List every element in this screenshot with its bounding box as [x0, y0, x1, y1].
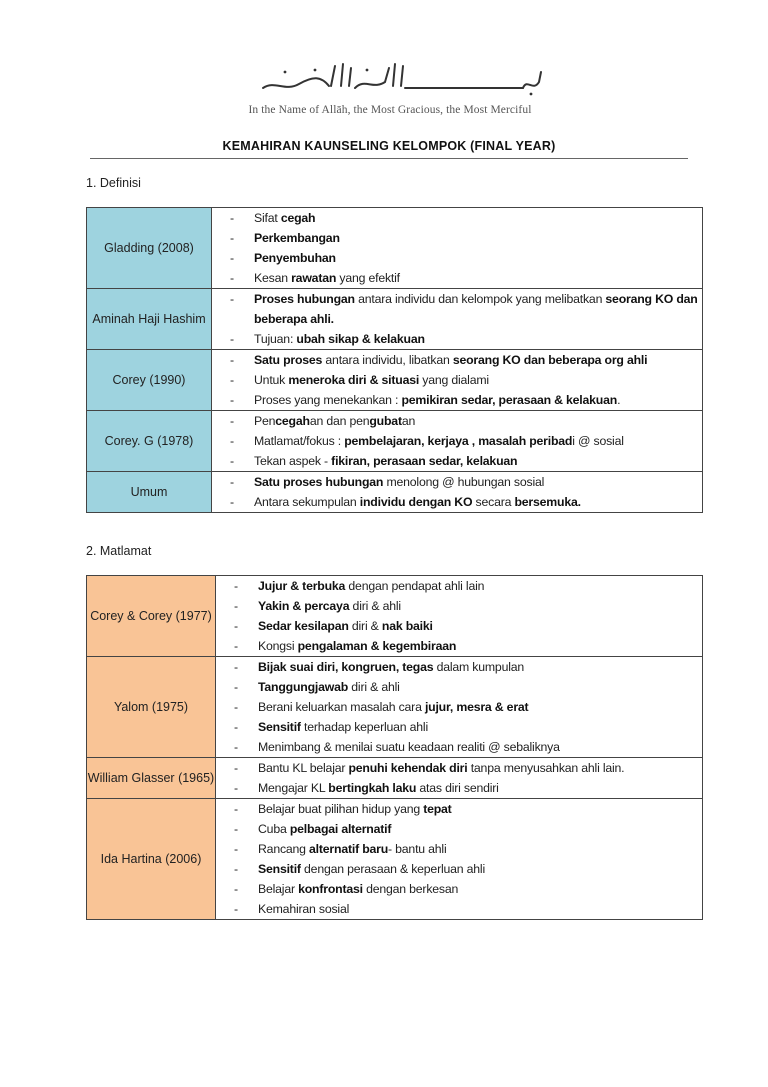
list-item: [212, 431, 702, 451]
text: Belajar: [258, 882, 299, 896]
row-label-cell: [87, 208, 212, 289]
bold-text: seorang KO dan beberapa ahli.: [254, 292, 698, 326]
bold-text: pelbagai alternatif: [289, 822, 392, 836]
list-item: [216, 737, 702, 757]
bold-text: cegah: [275, 414, 310, 428]
bold-text: bertingkah laku: [328, 781, 417, 795]
table-row: [87, 350, 703, 411]
text: secara: [472, 495, 515, 509]
text: terhadap keperluan ahli: [300, 720, 428, 734]
text: an dan pen: [309, 414, 370, 428]
list-item: [216, 677, 702, 697]
list-item: [216, 778, 702, 798]
row-label: Gladding (2008): [104, 240, 194, 255]
text: Bantu KL belajar: [258, 761, 349, 775]
bullet-list: [216, 758, 702, 798]
text: Pen: [254, 414, 276, 428]
definisi-table: [86, 207, 703, 513]
bullet-list: [212, 208, 702, 288]
table-row: [87, 657, 703, 758]
row-label: Umum: [130, 484, 168, 499]
bold-text: meneroka diri & situasi: [288, 373, 420, 387]
list-item: [216, 879, 702, 899]
row-label-cell: [87, 758, 216, 799]
text: antara individu, libatkan: [322, 353, 453, 367]
bold-text: Proses hubungan: [254, 292, 355, 306]
bold-text: Sensitif: [258, 720, 301, 734]
row-label-cell: [87, 799, 216, 920]
list-item: [212, 492, 702, 512]
list-item: [212, 208, 702, 228]
bold-text: rawatan: [291, 271, 337, 285]
text: Sifat: [254, 211, 281, 225]
bullet-list: [212, 289, 702, 349]
text: dengan perasaan & keperluan ahli: [300, 862, 485, 876]
list-item: [216, 819, 702, 839]
bold-text: Sedar kesilapan: [258, 619, 349, 633]
bold-text: nak baiki: [381, 619, 433, 633]
bold-text: Bijak suai diri, kongruen, tegas: [258, 660, 434, 674]
text: - bantu ahli: [388, 842, 447, 856]
row-label: William Glasser (1965): [87, 770, 215, 785]
text: Untuk: [254, 373, 289, 387]
text: Rancang: [258, 842, 310, 856]
list-item: [216, 839, 702, 859]
list-item: [216, 576, 702, 596]
bold-text: Yakin & percaya: [258, 599, 350, 613]
bold-text: Perkembangan: [254, 231, 340, 245]
bold-text: Sensitif: [258, 862, 301, 876]
row-content-cell: [212, 208, 703, 289]
bullet-list: [212, 472, 702, 512]
bullet-list: [212, 411, 702, 471]
bold-text: pengalaman & kegembiraan: [297, 639, 457, 653]
section-heading-definisi: 1. Definisi: [86, 176, 141, 190]
row-content-cell: [216, 758, 703, 799]
row-content-cell: [212, 472, 703, 513]
row-label-cell: [87, 576, 216, 657]
row-label-cell: [87, 289, 212, 350]
table-row: [87, 472, 703, 513]
list-item: [216, 657, 702, 677]
text: Kemahiran sosial: [258, 902, 350, 916]
bold-text: bersemuka.: [514, 495, 581, 509]
text: Belajar buat pilihan hidup yang: [258, 802, 424, 816]
bold-text: jujur, mesra & erat: [424, 700, 529, 714]
row-label: Aminah Haji Hashim: [92, 311, 206, 326]
text: Menimbang & menilai suatu keadaan realiti @ sebaliknya: [258, 740, 560, 754]
table-row: [87, 208, 703, 289]
text: dengan berkesan: [362, 882, 459, 896]
text: antara individu dan kelompok yang melibatkan: [354, 292, 606, 306]
bold-text: individu dengan KO: [359, 495, 473, 509]
bold-text: ubah sikap & kelakuan: [296, 332, 425, 346]
bold-text: cegah: [280, 211, 316, 225]
text: atas diri sendiri: [416, 781, 499, 795]
bold-text: konfrontasi: [298, 882, 363, 896]
list-item: [212, 370, 702, 390]
bismillah-calligraphy-icon: [255, 58, 545, 96]
bold-text: Tanggungjawab: [258, 680, 349, 694]
row-content-cell: [216, 799, 703, 920]
list-item: [212, 411, 702, 431]
bullet-list: [212, 350, 702, 410]
list-item: [212, 451, 702, 471]
text: Antara sekumpulan: [254, 495, 360, 509]
bold-text: Penyembuhan: [254, 251, 336, 265]
text: tanpa menyusahkan ahli lain.: [467, 761, 625, 775]
text: Tujuan:: [254, 332, 297, 346]
title-divider: [90, 158, 688, 159]
row-label: Corey. G (1978): [104, 433, 194, 448]
text: diri & ahli: [349, 599, 401, 613]
bold-text: pemikiran sedar, perasaan & kelakuan: [401, 393, 618, 407]
text: menolong @ hubungan sosial: [383, 475, 545, 489]
bold-text: penuhi kehendak diri: [348, 761, 468, 775]
bullet-list: [216, 576, 702, 656]
bold-text: gubat: [369, 414, 402, 428]
row-label-cell: [87, 411, 212, 472]
list-item: [212, 350, 702, 370]
bold-text: alternatif baru: [309, 842, 389, 856]
list-item: [216, 616, 702, 636]
bold-text: fikiran, perasaan sedar, kelakuan: [331, 454, 518, 468]
bold-text: Jujur & terbuka: [258, 579, 346, 593]
row-label-cell: [87, 472, 212, 513]
matlamat-table-body: [87, 576, 703, 920]
text: Mengajar KL: [258, 781, 329, 795]
text: Kesan: [254, 271, 292, 285]
bold-text: seorang KO dan beberapa org ahli: [452, 353, 648, 367]
text: i @ sosial: [572, 434, 624, 448]
bold-text: Satu proses hubungan: [254, 475, 384, 489]
row-content-cell: [216, 576, 703, 657]
bold-text: pembelajaran, kerjaya , masalah peribad: [344, 434, 573, 448]
text: yang efektif: [336, 271, 400, 285]
bismillah-caption: In the Name of Allāh, the Most Gracious, the Most Merciful: [248, 104, 532, 116]
table-row: [87, 576, 703, 657]
row-content-cell: [216, 657, 703, 758]
list-item: [212, 390, 702, 410]
text: Kongsi: [258, 639, 298, 653]
text: diri & ahli: [348, 680, 400, 694]
text: Proses yang menekankan :: [254, 393, 402, 407]
list-item: [216, 799, 702, 819]
matlamat-table: [86, 575, 703, 920]
definisi-table-body: [87, 208, 703, 513]
table-row: [87, 799, 703, 920]
row-label: Corey & Corey (1977): [90, 608, 212, 623]
table-row: [87, 289, 703, 350]
list-item: [212, 268, 702, 288]
bold-text: Satu proses: [254, 353, 323, 367]
text: Cuba: [258, 822, 290, 836]
text: Tekan aspek -: [254, 454, 332, 468]
bullet-list: [216, 799, 702, 919]
row-content-cell: [212, 411, 703, 472]
text: Matlamat/fokus :: [254, 434, 345, 448]
list-item: [216, 697, 702, 717]
list-item: [216, 636, 702, 656]
bold-text: tepat: [423, 802, 452, 816]
list-item: [212, 472, 702, 492]
list-item: [212, 228, 702, 248]
row-label: Yalom (1975): [113, 699, 189, 714]
row-label: Ida Hartina (2006): [100, 851, 202, 866]
document-title: KEMAHIRAN KAUNSELING KELOMPOK (FINAL YEAR): [222, 139, 556, 153]
text: .: [617, 393, 621, 407]
row-label: Corey (1990): [112, 372, 186, 387]
row-content-cell: [212, 289, 703, 350]
text: yang dialami: [419, 373, 489, 387]
text: dalam kumpulan: [433, 660, 525, 674]
text: an: [401, 414, 416, 428]
row-content-cell: [212, 350, 703, 411]
bullet-list: [216, 657, 702, 757]
row-label-cell: [87, 350, 212, 411]
table-row: [87, 758, 703, 799]
list-item: [212, 248, 702, 268]
list-item: [216, 859, 702, 879]
text: Berani keluarkan masalah cara: [258, 700, 425, 714]
list-item: [216, 717, 702, 737]
row-label-cell: [87, 657, 216, 758]
list-item: [212, 289, 702, 329]
list-item: [216, 596, 702, 616]
section-heading-matlamat: 2. Matlamat: [86, 544, 152, 558]
list-item: [216, 899, 702, 919]
table-row: [87, 411, 703, 472]
list-item: [212, 329, 702, 349]
text: diri &: [348, 619, 382, 633]
text: dengan pendapat ahli lain: [345, 579, 485, 593]
list-item: [216, 758, 702, 778]
